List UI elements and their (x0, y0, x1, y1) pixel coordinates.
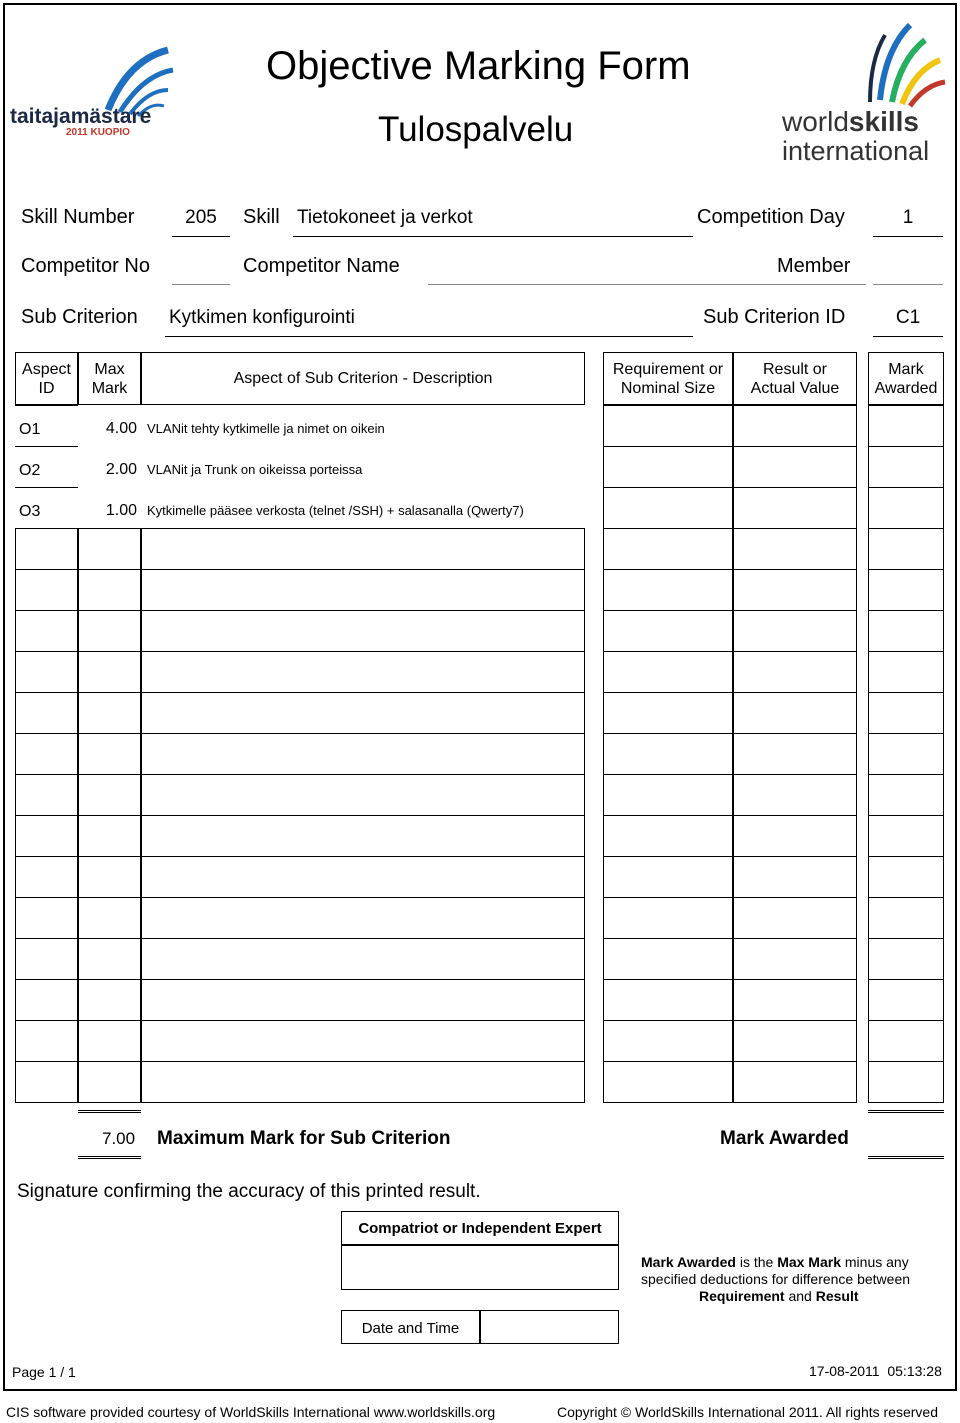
aspect-id: O1 (19, 421, 41, 438)
max-mark-cell[interactable] (78, 897, 141, 939)
competitor-no-line[interactable] (172, 284, 230, 285)
print-timestamp: 17-08-2011 05:13:28 (809, 1363, 942, 1379)
aspect-id-cell[interactable] (15, 856, 78, 898)
description-cell[interactable] (141, 651, 585, 693)
description-cell[interactable] (141, 1061, 585, 1103)
note-mark-awarded: Mark Awarded (641, 1254, 736, 1270)
header-max-mark-line1: Max (94, 361, 125, 378)
header-aspect-id-line1: Aspect (22, 361, 71, 378)
max-mark-cell[interactable] (78, 856, 141, 898)
competition-day-line (873, 236, 943, 237)
description-cell[interactable] (141, 692, 585, 734)
mark-awarded-cell[interactable] (868, 569, 944, 611)
requirement-cell[interactable] (603, 610, 733, 652)
date-label-box (341, 1310, 480, 1344)
header-requirement-line1: Requirement or (612, 361, 724, 378)
header-mark-awarded-line1: Mark (888, 361, 924, 378)
aspect-id-cell[interactable] (15, 528, 78, 570)
max-mark-cell[interactable] (78, 1061, 141, 1103)
total-max-value: 7.00 (102, 1129, 136, 1148)
sub-criterion-id-label: Sub Criterion ID (703, 306, 846, 328)
mark-awarded-cell[interactable] (868, 856, 944, 898)
description-cell[interactable] (141, 815, 585, 857)
aspect-id-cell[interactable] (15, 610, 78, 652)
mark-awarded-cell[interactable] (868, 405, 944, 447)
requirement-cell[interactable] (603, 733, 733, 775)
note-text-1: is the (735, 1254, 778, 1270)
form-subtitle: Tulospalvelu (378, 110, 574, 149)
taitaja-logo-text: taitajamästare (10, 105, 152, 128)
mark-awarded-cell[interactable] (868, 1061, 944, 1103)
description-cell[interactable] (141, 856, 585, 898)
aspect-id-cell[interactable] (15, 1020, 78, 1062)
max-mark-cell[interactable] (78, 528, 141, 570)
description-cell[interactable] (141, 938, 585, 980)
header-max-mark (78, 352, 141, 405)
requirement-cell[interactable] (603, 528, 733, 570)
max-mark-cell[interactable] (78, 1020, 141, 1062)
aspect-id: O2 (19, 462, 41, 479)
note-text-2: minus any (841, 1254, 909, 1270)
result-cell[interactable] (733, 692, 857, 734)
header-description (141, 352, 585, 405)
aspect-id-cell[interactable] (15, 569, 78, 611)
mark-awarded-cell[interactable] (868, 815, 944, 857)
header-mark-awarded (868, 352, 944, 405)
total-max-top-rule (78, 1110, 141, 1113)
competitor-no-label: Competitor No (21, 255, 150, 277)
skill-number-label: Skill Number (21, 206, 135, 228)
mark-awarded-cell[interactable] (868, 487, 944, 529)
worldskills-logo (780, 20, 950, 170)
competitor-name-line[interactable] (428, 284, 866, 285)
worldskills-world-text: world (782, 106, 849, 137)
skill-label: Skill (243, 206, 280, 228)
signature-statement: Signature confirming the accuracy of this printed result. (17, 1181, 481, 1202)
max-mark-cell[interactable] (78, 815, 141, 857)
worldskills-skills-text: skills (848, 106, 919, 137)
header-mark-awarded-line2: Awarded (874, 380, 938, 397)
note-max-mark: Max Mark (777, 1254, 841, 1270)
requirement-cell[interactable] (603, 897, 733, 939)
header-requirement (603, 352, 733, 405)
header-description-text: Aspect of Sub Criterion - Description (233, 370, 493, 387)
max-mark-cell[interactable] (78, 651, 141, 693)
worldskills-logo-line1 (782, 108, 919, 136)
mark-awarded-cell[interactable] (868, 774, 944, 816)
result-cell[interactable] (733, 487, 857, 529)
description-cell[interactable] (141, 733, 585, 775)
aspect-id-cell[interactable] (15, 651, 78, 693)
mark-awarded-cell[interactable] (868, 651, 944, 693)
mark-note-line3 (699, 1289, 859, 1303)
note-result: Result (815, 1288, 859, 1304)
max-mark-cell[interactable] (78, 774, 141, 816)
description-cell (141, 446, 585, 488)
skill-value: Tietokoneet ja verkot (297, 207, 473, 228)
max-mark-label: Maximum Mark for Sub Criterion (157, 1128, 451, 1149)
header-requirement-line2: Nominal Size (620, 380, 716, 397)
requirement-cell[interactable] (603, 774, 733, 816)
form-title: Objective Marking Form (266, 44, 691, 88)
description-cell[interactable] (141, 979, 585, 1021)
sub-criterion-id-value: C1 (895, 307, 921, 328)
sub-criterion-label: Sub Criterion (21, 306, 138, 328)
result-cell[interactable] (733, 1061, 857, 1103)
max-mark-cell[interactable] (78, 733, 141, 775)
result-cell[interactable] (733, 774, 857, 816)
aspect-description: VLANit tehty kytkimelle ja nimet on oikein (147, 421, 385, 436)
aspect-id-cell (15, 487, 78, 529)
mark-awarded-cell[interactable] (868, 692, 944, 734)
aspect-id-cell[interactable] (15, 733, 78, 775)
description-cell[interactable] (141, 528, 585, 570)
result-cell[interactable] (733, 446, 857, 488)
mark-awarded-cell[interactable] (868, 446, 944, 488)
note-requirement: Requirement (699, 1288, 785, 1304)
taitaja-logo (8, 40, 178, 140)
requirement-cell[interactable] (603, 979, 733, 1021)
mark-awarded-bottom-rule (868, 1156, 944, 1159)
result-cell[interactable] (733, 1020, 857, 1062)
worldskills-logo-line2: international (782, 136, 930, 166)
mark-awarded-top-rule (868, 1110, 944, 1113)
header-result-line2: Actual Value (750, 380, 840, 397)
requirement-cell[interactable] (603, 1061, 733, 1103)
mark-awarded-cell[interactable] (868, 528, 944, 570)
header-max-mark-line2: Mark (91, 380, 128, 397)
sub-criterion-value: Kytkimen konfigurointi (169, 307, 355, 328)
result-cell[interactable] (733, 651, 857, 693)
mark-awarded-cell[interactable] (868, 897, 944, 939)
max-mark-cell[interactable] (78, 692, 141, 734)
competition-day-value: 1 (902, 207, 914, 228)
mark-awarded-cell[interactable] (868, 733, 944, 775)
aspect-description: Kytkimelle pääsee verkosta (telnet /SSH) + salasanalla (Qwerty7) (147, 503, 524, 518)
requirement-cell[interactable] (603, 569, 733, 611)
result-cell[interactable] (733, 405, 857, 447)
footer-copyright: Copyright © WorldSkills International 2011. All rights reserved (557, 1404, 938, 1420)
aspect-description: VLANit ja Trunk on oikeissa porteissa (147, 462, 363, 477)
result-cell[interactable] (733, 528, 857, 570)
max-mark-cell (78, 446, 141, 488)
aspect-id-cell (15, 405, 78, 447)
max-mark-cell (78, 405, 141, 447)
description-cell[interactable] (141, 610, 585, 652)
description-cell (141, 405, 585, 447)
skill-line (293, 236, 693, 237)
header-aspect-id-line2: ID (38, 380, 55, 397)
total-max-bottom-rule (78, 1156, 141, 1159)
description-cell[interactable] (141, 897, 585, 939)
requirement-cell[interactable] (603, 446, 733, 488)
sub-criterion-line (165, 336, 693, 337)
description-cell[interactable] (141, 1020, 585, 1062)
requirement-cell[interactable] (603, 938, 733, 980)
description-cell[interactable] (141, 774, 585, 816)
requirement-cell[interactable] (603, 815, 733, 857)
max-mark: 2.00 (105, 461, 137, 478)
expert-signature-field[interactable] (341, 1245, 619, 1290)
header-aspect-id (15, 352, 78, 405)
result-cell[interactable] (733, 733, 857, 775)
max-mark-cell[interactable] (78, 569, 141, 611)
aspect-id: O3 (19, 503, 41, 520)
date-field[interactable] (480, 1310, 619, 1344)
skill-number-line (172, 236, 230, 237)
worldskills-flame-icon (780, 20, 950, 110)
aspect-id-cell[interactable] (15, 815, 78, 857)
page-number: Page 1 / 1 (12, 1364, 76, 1380)
aspect-id-cell[interactable] (15, 774, 78, 816)
result-cell[interactable] (733, 897, 857, 939)
max-mark: 4.00 (105, 420, 137, 437)
result-cell[interactable] (733, 979, 857, 1021)
result-cell[interactable] (733, 856, 857, 898)
mark-note-line2: specified deductions for difference between (641, 1271, 911, 1287)
mark-note-line1 (641, 1255, 909, 1269)
max-mark-cell[interactable] (78, 610, 141, 652)
aspect-id-cell[interactable] (15, 979, 78, 1021)
result-cell[interactable] (733, 815, 857, 857)
max-mark: 1.00 (105, 502, 137, 519)
max-mark-cell (78, 487, 141, 529)
member-line[interactable] (873, 284, 943, 285)
footer-credit: CIS software provided courtesy of WorldSkills International www.worldskills.org (6, 1404, 496, 1420)
mark-awarded-cell[interactable] (868, 938, 944, 980)
description-cell (141, 487, 585, 529)
aspect-id-cell[interactable] (15, 897, 78, 939)
date-label: Date and Time (361, 1320, 460, 1337)
aspect-id-cell[interactable] (15, 1061, 78, 1103)
requirement-cell[interactable] (603, 1020, 733, 1062)
skill-number-value: 205 (185, 207, 217, 228)
competitor-name-label: Competitor Name (243, 255, 400, 277)
mark-awarded-cell[interactable] (868, 610, 944, 652)
taitaja-logo-subtext: 2011 KUOPIO (66, 127, 130, 138)
sub-criterion-id-line (873, 336, 943, 337)
requirement-cell[interactable] (603, 405, 733, 447)
mark-awarded-cell[interactable] (868, 1020, 944, 1062)
description-cell[interactable] (141, 569, 585, 611)
competition-day-label: Competition Day (697, 206, 845, 228)
aspect-id-cell (15, 446, 78, 488)
aspect-id-cell[interactable] (15, 938, 78, 980)
requirement-cell[interactable] (603, 651, 733, 693)
mark-awarded-label: Mark Awarded (720, 1128, 849, 1149)
expert-label-box (341, 1211, 619, 1245)
requirement-cell[interactable] (603, 856, 733, 898)
mark-awarded-cell[interactable] (868, 979, 944, 1021)
max-mark-cell[interactable] (78, 979, 141, 1021)
requirement-cell[interactable] (603, 692, 733, 734)
max-mark-cell[interactable] (78, 938, 141, 980)
result-cell[interactable] (733, 569, 857, 611)
member-label: Member (777, 255, 851, 277)
requirement-cell[interactable] (603, 487, 733, 529)
result-cell[interactable] (733, 938, 857, 980)
result-cell[interactable] (733, 610, 857, 652)
note-text-3: and (784, 1288, 816, 1304)
header-result (733, 352, 857, 405)
aspect-id-cell[interactable] (15, 692, 78, 734)
expert-label: Compatriot or Independent Expert (358, 1220, 602, 1237)
header-result-line1: Result or (762, 361, 828, 378)
